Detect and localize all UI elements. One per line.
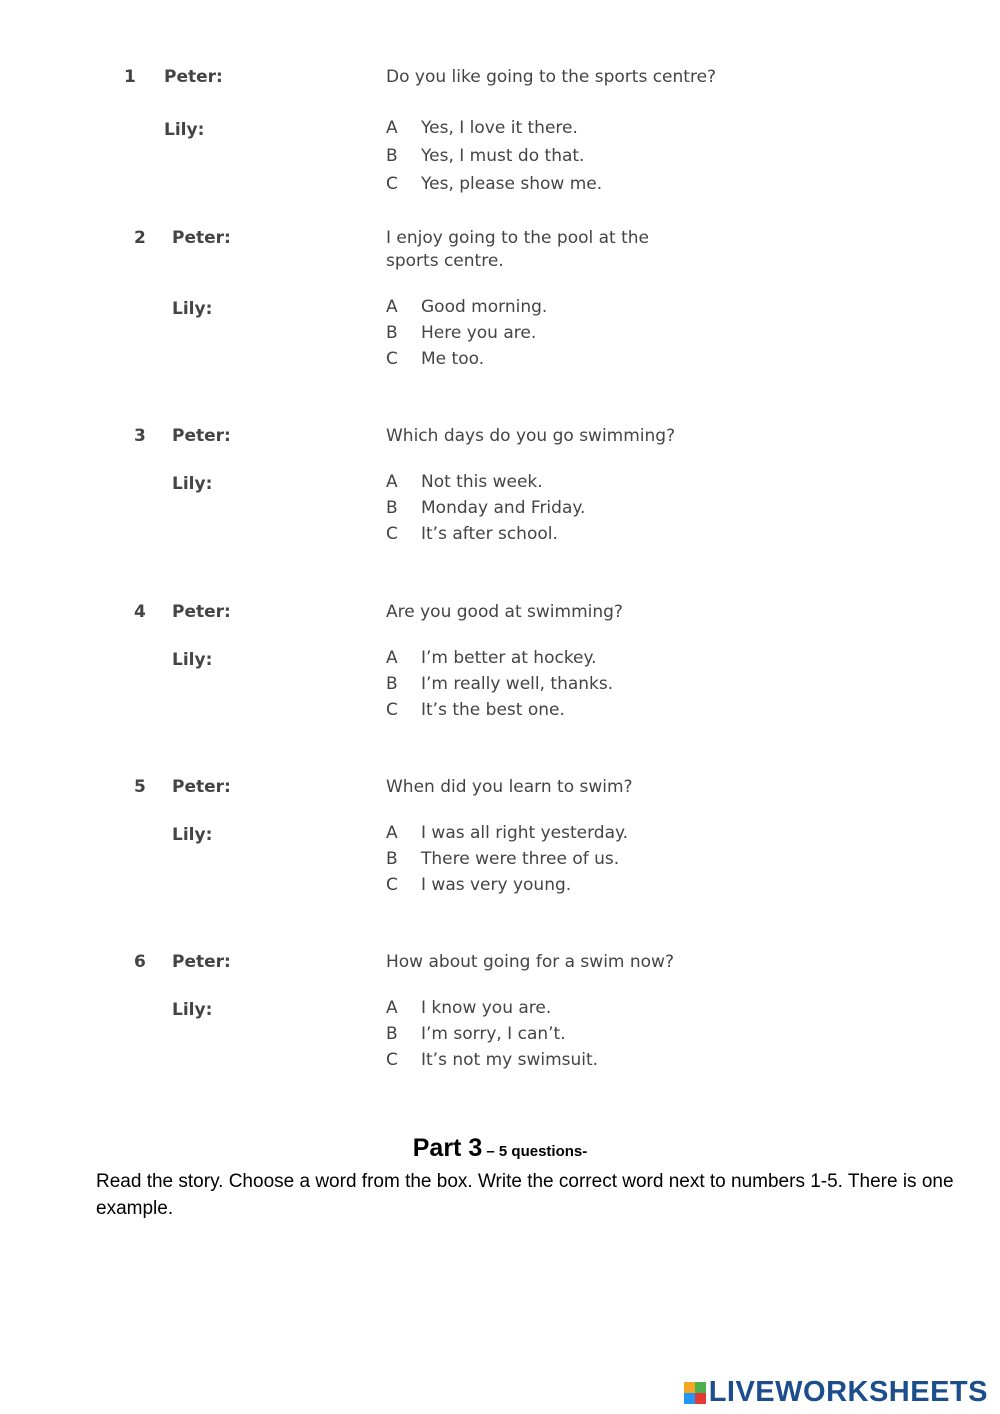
- option-text: I’m really well, thanks.: [421, 674, 614, 694]
- option-text: It’s after school.: [421, 524, 558, 544]
- option-letter: C: [386, 1050, 398, 1070]
- option-letter: A: [386, 472, 398, 492]
- instructions-text: Read the story. Choose a word from the box. Write the correct word next to numbers 1-5. There is one example.: [96, 1171, 954, 1219]
- speaker-peter: Peter:: [164, 67, 223, 87]
- question-number: 2: [134, 228, 146, 248]
- question-number: 1: [124, 67, 136, 87]
- option-letter: B: [386, 674, 398, 694]
- option-letter: A: [386, 297, 398, 317]
- option-text: Me too.: [421, 349, 485, 369]
- question-prompt: Which days do you go swimming?: [386, 426, 676, 446]
- speaker-peter: Peter:: [172, 426, 231, 446]
- speaker-lily: Lily:: [172, 299, 213, 319]
- logo-mark-icon: [684, 1382, 706, 1404]
- option-letter: C: [386, 174, 398, 194]
- option-text: I’m better at hockey.: [421, 648, 597, 668]
- question-prompt: When did you learn to swim?: [386, 777, 633, 797]
- option-text: There were three of us.: [421, 849, 620, 869]
- part-title: Part 3: [412, 1134, 483, 1162]
- question-number: 5: [134, 777, 146, 797]
- speaker-lily: Lily:: [172, 1000, 213, 1020]
- option-letter: B: [386, 146, 398, 166]
- option-letter: B: [386, 323, 398, 343]
- speaker-lily: Lily:: [172, 650, 213, 670]
- option-text: Monday and Friday.: [421, 498, 586, 518]
- option-text: Yes, I must do that.: [421, 146, 585, 166]
- option-text: Yes, please show me.: [421, 174, 603, 194]
- speaker-lily: Lily:: [164, 120, 205, 140]
- option-letter: A: [386, 998, 398, 1018]
- speaker-peter: Peter:: [172, 602, 231, 622]
- option-letter: A: [386, 648, 398, 668]
- question-number: 4: [134, 602, 146, 622]
- speaker-lily: Lily:: [172, 825, 213, 845]
- question-prompt: How about going for a swim now?: [386, 952, 674, 972]
- speaker-peter: Peter:: [172, 777, 231, 797]
- option-letter: A: [386, 118, 398, 138]
- option-text: I know you are.: [421, 998, 552, 1018]
- question-number: 6: [134, 952, 146, 972]
- speaker-peter: Peter:: [172, 952, 231, 972]
- option-letter: C: [386, 524, 398, 544]
- option-text: Yes, I love it there.: [421, 118, 578, 138]
- logo-text: LIVEWORKSHEETS: [708, 1376, 988, 1408]
- part-heading: [0, 1134, 1000, 1163]
- option-text: Good morning.: [421, 297, 548, 317]
- question-prompt: Are you good at swimming?: [386, 602, 623, 622]
- option-letter: B: [386, 498, 398, 518]
- part-subtitle: – 5 questions-: [482, 1143, 588, 1160]
- option-letter: B: [386, 849, 398, 869]
- question-number: 3: [134, 426, 146, 446]
- speaker-peter: Peter:: [172, 228, 231, 248]
- option-letter: C: [386, 700, 398, 720]
- option-letter: C: [386, 349, 398, 369]
- option-letter: A: [386, 823, 398, 843]
- option-text: I was very young.: [421, 875, 572, 895]
- option-letter: B: [386, 1024, 398, 1044]
- question-prompt: Do you like going to the sports centre?: [386, 67, 717, 87]
- option-text: I was all right yesterday.: [421, 823, 629, 843]
- option-text: It’s the best one.: [421, 700, 565, 720]
- option-text: It’s not my swimsuit.: [421, 1050, 599, 1070]
- option-text: Not this week.: [421, 472, 543, 492]
- option-text: Here you are.: [421, 323, 537, 343]
- question-prompt: I enjoy going to the pool at the sports centre.: [386, 228, 650, 271]
- liveworksheets-logo: [684, 1376, 988, 1409]
- option-text: I’m sorry, I can’t.: [421, 1024, 566, 1044]
- speaker-lily: Lily:: [172, 474, 213, 494]
- option-letter: C: [386, 875, 398, 895]
